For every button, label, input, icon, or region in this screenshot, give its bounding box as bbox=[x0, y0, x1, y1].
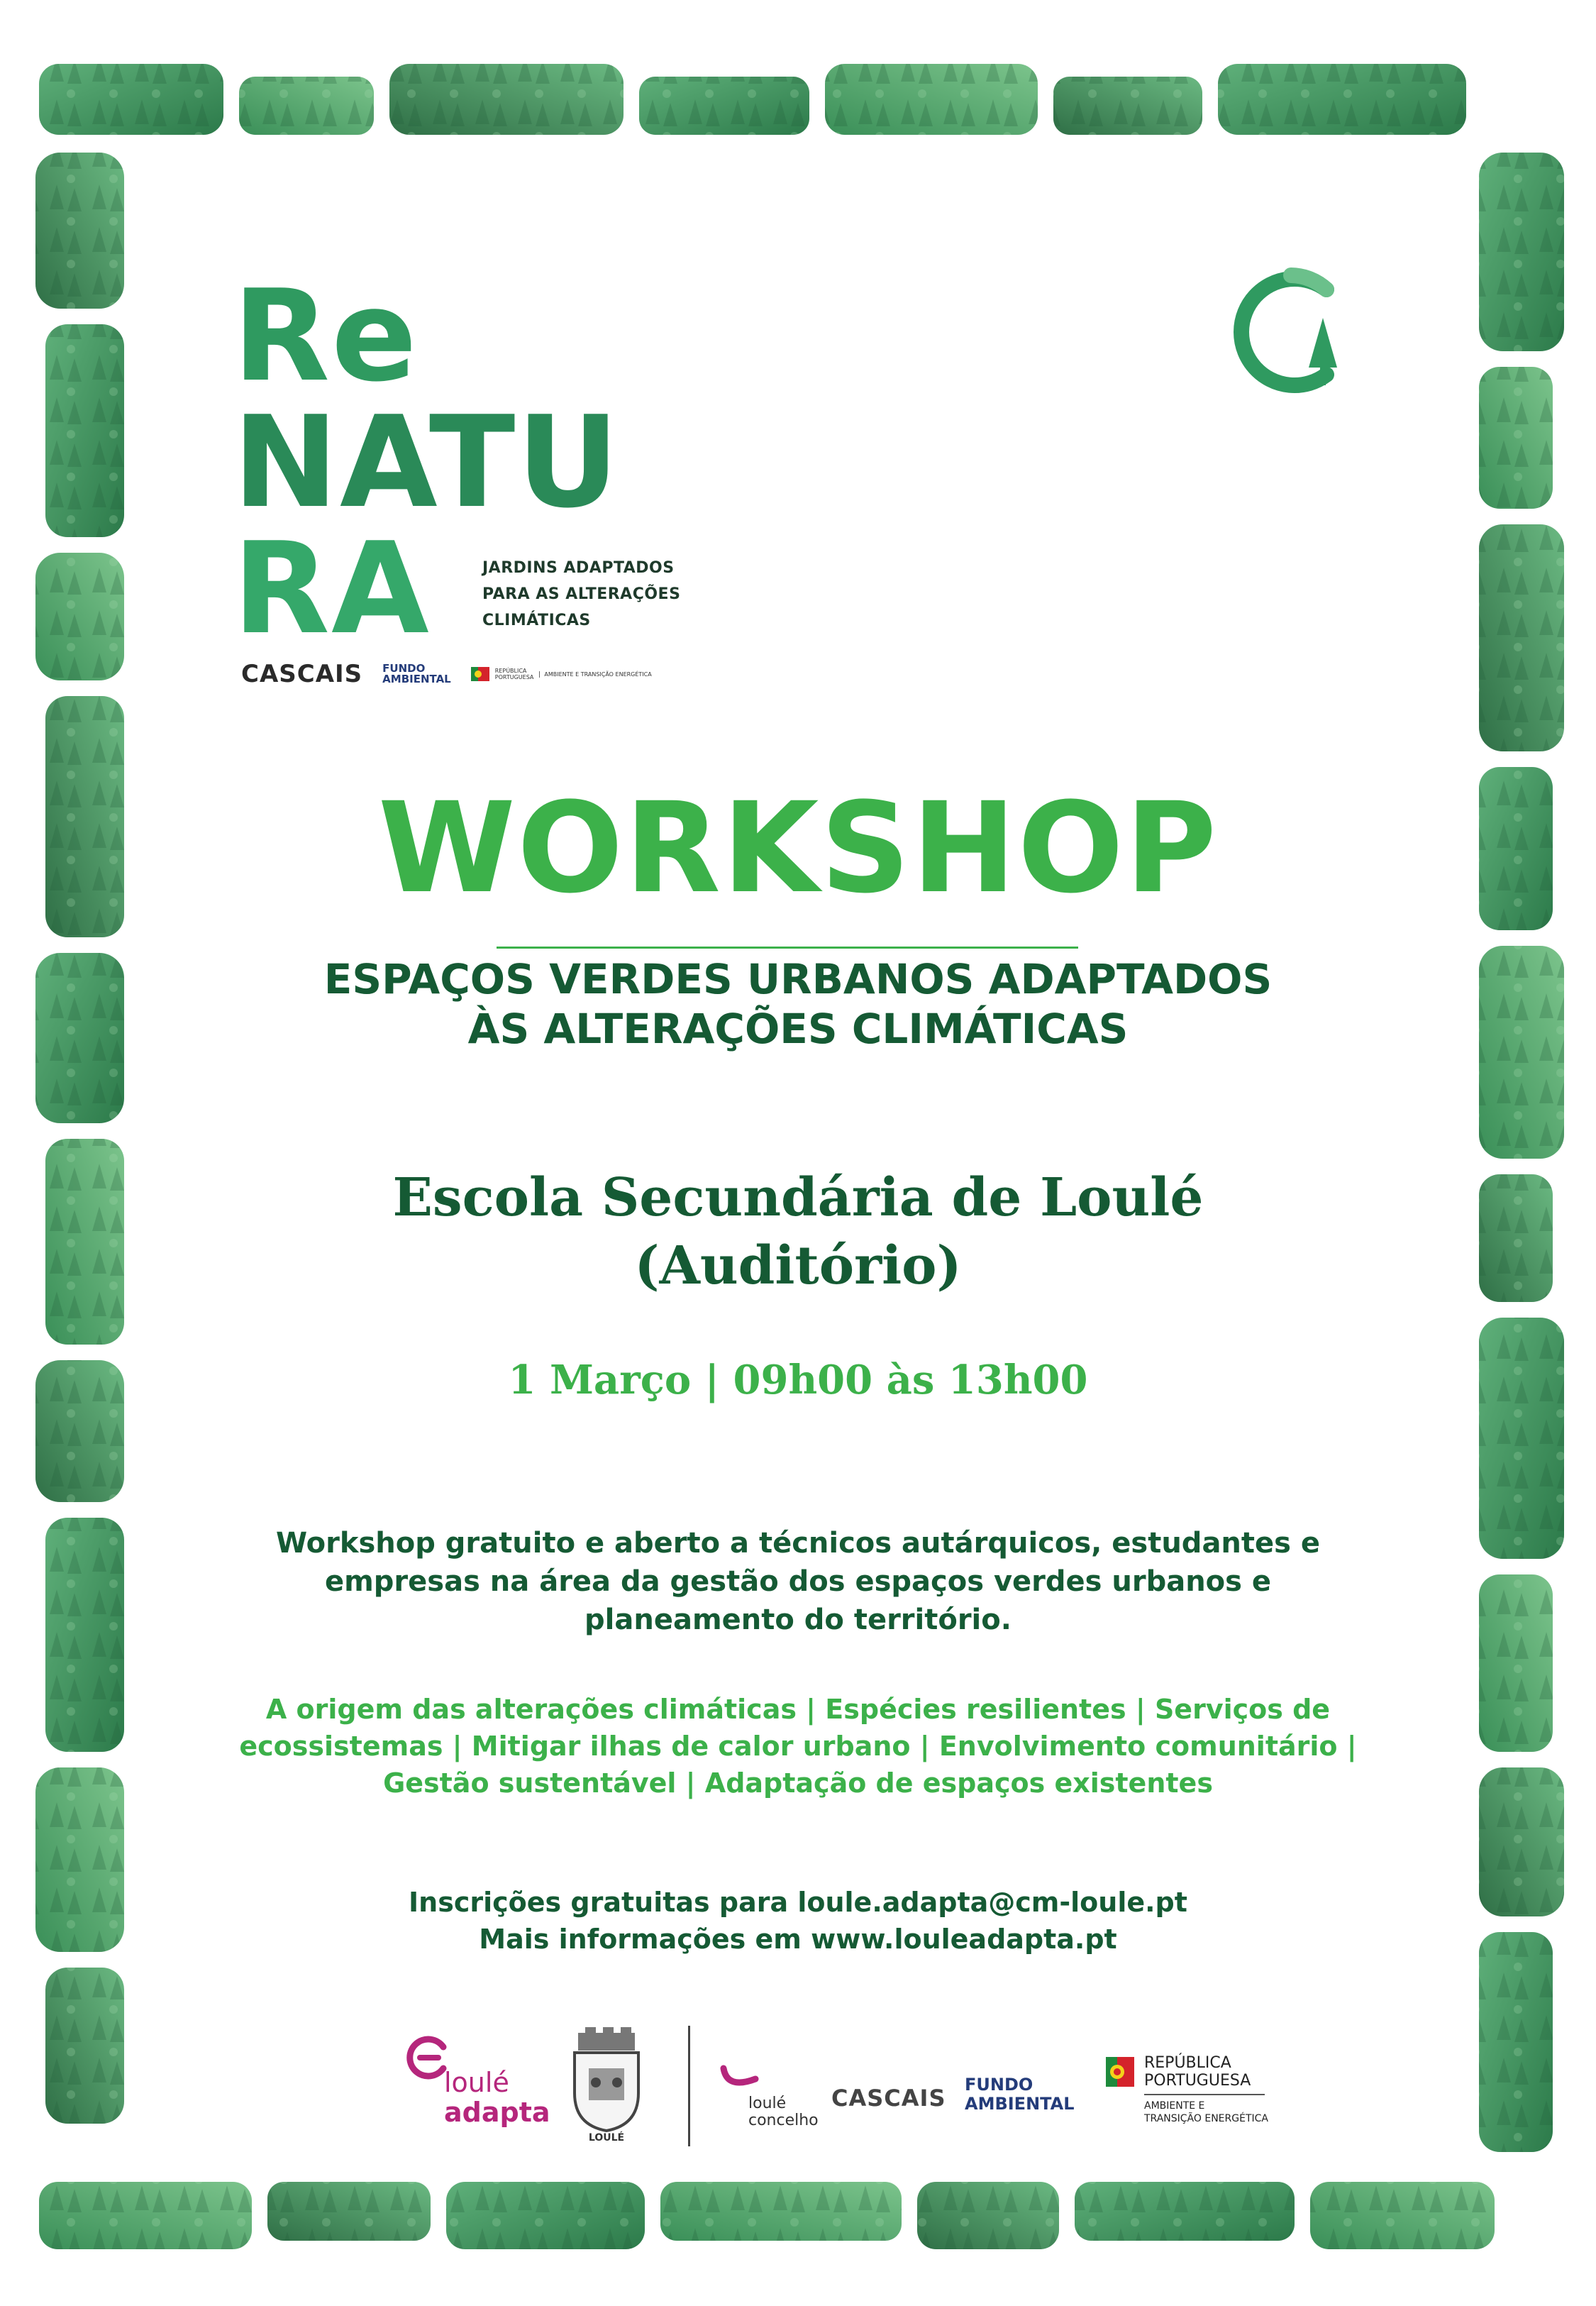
headline: WORKSHOP bbox=[377, 776, 1219, 921]
topics-line: ecossistemas | Mitigar ilhas de calor urbano | Envolvimento comunitário | bbox=[239, 1731, 1357, 1762]
mosaic-pebble-texture bbox=[35, 1767, 124, 1952]
loule-concelho-word-1: loulé bbox=[748, 2095, 787, 2112]
sponsor-republica: REPÚBLICA PORTUGUESA AMBIENTE E TRANSIÇÃO ENERGÉTICA bbox=[471, 665, 652, 683]
mosaic-pebble-texture bbox=[1479, 946, 1564, 1159]
mosaic-pebble-texture bbox=[1053, 77, 1202, 135]
tagline-line: CLIMÁTICAS bbox=[482, 612, 591, 629]
mosaic-pebble-texture bbox=[35, 953, 124, 1123]
tagline-line: JARDINS ADAPTADOS bbox=[482, 559, 675, 577]
sponsor-fundo-ambiental: FUNDO AMBIENTAL bbox=[382, 662, 451, 685]
venue-room: (Auditório) bbox=[634, 1235, 962, 1296]
logo-tagline bbox=[482, 555, 709, 634]
venue-name: Escola Secundária de Loulé bbox=[392, 1167, 1204, 1228]
loule-crest bbox=[567, 2026, 645, 2150]
mosaic-pebble-texture bbox=[1479, 1318, 1564, 1559]
mosaic-pebble-texture bbox=[1479, 767, 1553, 930]
republica-ministry: AMBIENTE E TRANSIÇÃO ENERGÉTICA bbox=[1144, 2100, 1268, 2124]
footer-cascais: CASCAIS bbox=[831, 2085, 946, 2112]
mosaic-pebble-texture bbox=[917, 2182, 1059, 2249]
logo-line-1: Re bbox=[233, 263, 419, 409]
republica-name: REPÚBLICA PORTUGUESA bbox=[1144, 2054, 1251, 2090]
subtitle-line: ÀS ALTERAÇÕES CLIMÁTICAS bbox=[467, 1005, 1129, 1053]
republica-rule bbox=[1144, 2094, 1265, 2095]
mosaic-pebble-texture bbox=[1479, 153, 1564, 351]
portugal-flag-icon bbox=[471, 665, 489, 683]
loule-concelho-logo bbox=[720, 2065, 826, 2143]
mosaic-pebble-texture bbox=[239, 77, 374, 135]
logo-sponsors bbox=[241, 660, 695, 688]
mosaic-pebble-texture bbox=[1479, 1574, 1553, 1752]
mosaic-pebble-texture bbox=[660, 2182, 902, 2241]
description-line: planeamento do território. bbox=[584, 1604, 1012, 1636]
mosaic-pebble-texture bbox=[45, 1968, 124, 2124]
mosaic-pebble-texture bbox=[45, 696, 124, 937]
topics-line: Gestão sustentável | Adaptação de espaços existentes bbox=[383, 1767, 1213, 1799]
mosaic-pebble-texture bbox=[389, 64, 624, 135]
mosaic-pebble-texture bbox=[35, 153, 124, 309]
loule-concelho-swoosh-icon bbox=[720, 2065, 763, 2093]
mosaic-pebble-texture bbox=[1479, 367, 1553, 509]
mosaic-pebble-texture bbox=[39, 64, 223, 135]
description bbox=[206, 1524, 1390, 1639]
description-line: empresas na área da gestão dos espaços verdes urbanos e bbox=[324, 1565, 1272, 1598]
mosaic-pebble-texture bbox=[1218, 64, 1466, 135]
registration-website: Mais informações em www.louleadapta.pt bbox=[479, 1924, 1117, 1955]
mosaic-pebble-texture bbox=[1479, 1174, 1553, 1302]
mosaic-pebble-texture bbox=[35, 1360, 124, 1502]
mosaic-pebble-texture bbox=[446, 2182, 645, 2249]
leaf-circle-icon bbox=[1220, 261, 1355, 403]
topics-line: A origem das alterações climáticas | Espécies resilientes | Serviços de bbox=[265, 1694, 1331, 1725]
logo-line-3: RA bbox=[233, 515, 431, 662]
venue bbox=[142, 1164, 1454, 1300]
description-line: Workshop gratuito e aberto a técnicos autárquicos, estudantes e bbox=[275, 1527, 1321, 1560]
mosaic-pebble-texture bbox=[1479, 1767, 1564, 1916]
footer-fundo-ambiental: FUNDO AMBIENTAL bbox=[965, 2075, 1075, 2114]
event-date: 1 Março | 09h00 às 13h00 bbox=[508, 1357, 1088, 1403]
mosaic-pebble-texture bbox=[45, 1139, 124, 1345]
tagline-line: PARA AS ALTERAÇÕES bbox=[482, 585, 681, 603]
loule-concelho-word-2: concelho bbox=[748, 2112, 819, 2129]
mosaic-pebble-texture bbox=[45, 324, 124, 537]
footer-logos bbox=[397, 2022, 1284, 2164]
registration-info bbox=[142, 1884, 1454, 1958]
mosaic-pebble-texture bbox=[45, 1518, 124, 1752]
footer-divider bbox=[688, 2026, 690, 2146]
mosaic-pebble-texture bbox=[825, 64, 1038, 135]
mosaic-pebble-texture bbox=[1310, 2182, 1495, 2249]
loule-adapta-word-2: adapta bbox=[444, 2097, 550, 2128]
sponsor-cascais: CASCAIS bbox=[241, 660, 363, 688]
logo-line-2: NATU bbox=[233, 389, 621, 536]
loule-adapta-word-1: loulé bbox=[444, 2067, 509, 2098]
mosaic-pebble-texture bbox=[39, 2182, 252, 2249]
headline-divider bbox=[497, 947, 1078, 949]
mosaic-pebble-texture bbox=[1479, 524, 1564, 751]
crest-shield-icon bbox=[567, 2026, 645, 2132]
mosaic-pebble-texture bbox=[639, 77, 809, 135]
topics bbox=[206, 1691, 1390, 1802]
republica-portuguesa-logo bbox=[1103, 2054, 1284, 2139]
crest-label: LOULÉ bbox=[588, 2132, 625, 2144]
portugal-flag-icon bbox=[1103, 2054, 1137, 2090]
mosaic-pebble-texture bbox=[267, 2182, 431, 2241]
subtitle-line: ESPAÇOS VERDES URBANOS ADAPTADOS bbox=[323, 955, 1273, 1003]
mosaic-pebble-texture bbox=[1075, 2182, 1295, 2241]
registration-email: Inscrições gratuitas para loule.adapta@cm-loule.pt bbox=[409, 1887, 1187, 1918]
loule-adapta-logo bbox=[404, 2033, 550, 2146]
subtitle bbox=[142, 954, 1454, 1054]
mosaic-pebble-texture bbox=[35, 553, 124, 680]
mosaic-pebble-texture bbox=[1479, 1932, 1553, 2152]
